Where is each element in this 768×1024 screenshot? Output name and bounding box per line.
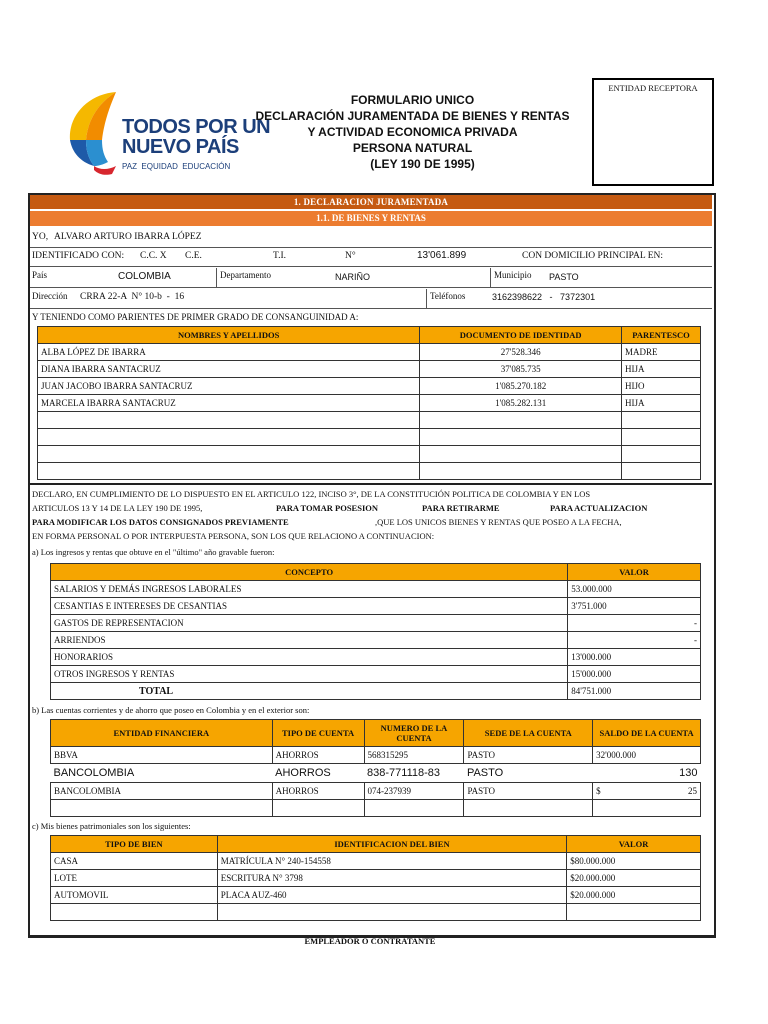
valor-cell: 13'000.000	[568, 649, 701, 666]
col-saldo: SALDO DE LA CUENTA	[593, 720, 701, 747]
pariente-documento	[420, 463, 622, 480]
table-row	[38, 446, 701, 463]
identificado-label: IDENTIFICADO CON:	[32, 251, 125, 261]
declaro-line2: ARTICULOS 13 Y 14 DE LA LEY 190 DE 1995,	[32, 503, 203, 513]
pariente-documento	[420, 446, 622, 463]
col-entidad: ENTIDAD FINANCIERA	[51, 720, 273, 747]
tipo-bien-cell: AUTOMOVIL	[51, 887, 218, 904]
cc-label: C.C. X	[140, 251, 167, 261]
table-row	[51, 764, 701, 783]
table-row	[51, 666, 701, 683]
col-identificacion-bien: IDENTIFICACION DEL BIEN	[217, 836, 566, 853]
parientes-intro: Y TENIENDO COMO PARIENTES DE PRIMER GRADO DE CONSANGUINIDAD A:	[32, 312, 359, 322]
title-line-2: DECLARACIÓN JURAMENTADA DE BIENES Y RENTAS	[255, 109, 570, 123]
entidad-receptora-label: ENTIDAD RECEPTORA	[608, 83, 698, 93]
declaro-que-los: ,QUE LOS UNICOS BIENES Y RENTAS QUE POSEO A LA FECHA,	[375, 517, 622, 527]
table-row	[51, 581, 701, 598]
saldo-currency-cell: $	[593, 783, 647, 800]
total-row	[51, 683, 701, 700]
pariente-documento: 1'085.270.182	[420, 378, 622, 395]
pariente-nombre	[38, 463, 420, 480]
identificacion-bien-cell	[217, 904, 566, 921]
pariente-parentesco	[622, 446, 701, 463]
pariente-parentesco	[622, 429, 701, 446]
id-number: 13'061.899	[417, 250, 467, 261]
valor-bien-cell: $20.000.000	[567, 887, 701, 904]
logo-tagline: PAZ EQUIDAD EDUCACIÓN	[122, 162, 231, 171]
table-row	[51, 598, 701, 615]
ingresos-table	[50, 563, 701, 700]
tipo-bien-cell: CASA	[51, 853, 218, 870]
logo-line2: NUEVO PAÍS	[122, 136, 239, 158]
departamento-value: NARIÑO	[335, 272, 371, 282]
saldo-cell: 25	[647, 783, 701, 800]
tipo-cell: AHORROS	[272, 783, 364, 800]
title-line-3: Y ACTIVIDAD ECONOMICA PRIVADA	[307, 125, 518, 139]
table-row	[51, 853, 701, 870]
table-row	[38, 361, 701, 378]
concepto-cell: SALARIOS Y DEMÁS INGRESOS LABORALES	[51, 581, 568, 598]
total-label: TOTAL	[51, 683, 568, 700]
col-parentesco: PARENTESCO	[622, 327, 701, 344]
sede-cell: PASTO	[464, 783, 593, 800]
valor-bien-cell: $80.000.000	[567, 853, 701, 870]
bienes-table	[50, 835, 701, 921]
saldo-cell: 130	[679, 766, 698, 779]
title-line-4: PERSONA NATURAL	[352, 141, 473, 155]
numero-cell: 074-237939	[364, 783, 464, 800]
tipo-bien-cell	[51, 904, 218, 921]
pariente-nombre: ALBA LÓPEZ DE IBARRA	[38, 344, 420, 361]
ce-label: C.E.	[185, 251, 202, 261]
pariente-parentesco: HIJO	[622, 378, 701, 395]
sede-cell: PASTO	[464, 747, 593, 764]
cuentas-table	[50, 719, 701, 817]
option-modificar: PARA MODIFICAR LOS DATOS CONSIGNADOS PREVIAMENTE	[32, 517, 289, 527]
entidad-cell: BBVA	[51, 747, 273, 764]
identificacion-bien-cell: ESCRITURA N° 3798	[217, 870, 566, 887]
yo-label: YO,	[32, 232, 49, 242]
table-row	[38, 429, 701, 446]
concepto-cell: CESANTIAS E INTERESES DE CESANTIAS	[51, 598, 568, 615]
logo	[60, 88, 271, 178]
col-nombres: NOMBRES Y APELLIDOS	[38, 327, 420, 344]
saldo-cell: 32'000.000	[593, 747, 701, 764]
pariente-documento	[420, 412, 622, 429]
entidad-receptora-box	[592, 78, 714, 186]
pariente-nombre	[38, 446, 420, 463]
valor-cell: 53.000.000	[568, 581, 701, 598]
telefonos-label: Teléfonos	[430, 291, 466, 301]
valor-cell: -	[568, 632, 701, 649]
table-row	[51, 800, 701, 817]
table-row	[51, 870, 701, 887]
valor-cell: 15'000.000	[568, 666, 701, 683]
pariente-nombre	[38, 429, 420, 446]
municipio-value: PASTO	[549, 272, 579, 282]
saldo-cell	[593, 800, 701, 817]
title-line-5: (LEY 190 DE 1995)	[370, 157, 475, 171]
entidad-cell: BANCOLOMBIA	[53, 766, 135, 779]
pariente-documento: 1'085.282.131	[420, 395, 622, 412]
numero-cell	[364, 800, 464, 817]
saldo-currency-cell	[593, 764, 647, 783]
id-row	[30, 248, 712, 267]
bienes-intro: c) Mis bienes patrimoniales son los siguientes:	[32, 821, 191, 831]
name-row	[30, 230, 712, 248]
identificacion-bien-cell: MATRÍCULA N° 240-154558	[217, 853, 566, 870]
pais-value: COLOMBIA	[118, 271, 171, 282]
declaro-paragraph	[30, 488, 712, 544]
tipo-cell: AHORROS	[275, 766, 331, 779]
valor-cell: 3'751.000	[568, 598, 701, 615]
declarant-name: ALVARO ARTURO IBARRA LÓPEZ	[54, 232, 202, 242]
table-row	[51, 783, 701, 800]
option-actualizacion: PARA ACTUALIZACION	[550, 503, 648, 513]
entidad-cell	[51, 800, 273, 817]
table-row	[38, 344, 701, 361]
section-divider	[30, 483, 712, 485]
col-tipo-cuenta: TIPO DE CUENTA	[272, 720, 364, 747]
pariente-parentesco: MADRE	[622, 344, 701, 361]
tipo-cell	[272, 800, 364, 817]
col-numero-cuenta: NUMERO DE LA CUENTA	[364, 720, 464, 747]
table-row	[51, 649, 701, 666]
pariente-documento: 27'528.346	[420, 344, 622, 361]
direccion-value: CRRA 22-A N° 10-b - 16	[80, 292, 185, 302]
numero-cell: 838-771118-83	[367, 766, 441, 779]
title-line-1: FORMULARIO UNICO	[350, 93, 475, 107]
address-row	[30, 289, 712, 309]
ingresos-intro: a) Los ingresos y rentas que obtuve en el "último" año gravable fueron:	[32, 547, 275, 557]
pariente-nombre	[38, 412, 420, 429]
identificacion-bien-cell: PLACA AUZ-460	[217, 887, 566, 904]
table-row	[51, 632, 701, 649]
no-label: N°	[345, 251, 356, 261]
logo-line1: TODOS POR UN	[122, 116, 271, 138]
concepto-cell: OTROS INGRESOS Y RENTAS	[51, 666, 568, 683]
concepto-cell: GASTOS DE REPRESENTACION	[51, 615, 568, 632]
direccion-label: Dirección	[32, 291, 68, 301]
municipio-label: Municipio	[494, 270, 532, 280]
col-sede-cuenta: SEDE DE LA CUENTA	[464, 720, 593, 747]
declaro-line1: DECLARO, EN CUMPLIMIENTO DE LO DISPUESTO EN EL ARTICULO 122, INCISO 3°, DE LA CONSTITUCIÓN POLITICA DE COLOMBIA Y EN LOS	[32, 489, 591, 499]
tipo-bien-cell: LOTE	[51, 870, 218, 887]
declaro-line4: EN FORMA PERSONAL O POR INTERPUESTA PERSONA, SON LOS QUE RELACIONO A CONTINUACION:	[32, 531, 435, 541]
pariente-parentesco: HIJA	[622, 361, 701, 378]
col-tipo-bien: TIPO DE BIEN	[51, 836, 218, 853]
form-title	[250, 92, 575, 172]
table-row	[51, 747, 701, 764]
location-row	[30, 268, 712, 288]
pariente-nombre: MARCELA IBARRA SANTACRUZ	[38, 395, 420, 412]
sede-cell: PASTO	[466, 766, 504, 779]
valor-cell: -	[568, 615, 701, 632]
col-valor-bien: VALOR	[567, 836, 701, 853]
pariente-documento: 37'085.735	[420, 361, 622, 378]
table-row	[51, 887, 701, 904]
parientes-table	[37, 326, 701, 480]
pariente-parentesco	[622, 463, 701, 480]
col-documento: DOCUMENTO DE IDENTIDAD	[420, 327, 622, 344]
ti-label: T.I.	[273, 251, 287, 261]
valor-bien-cell: $20.000.000	[567, 870, 701, 887]
pariente-documento	[420, 429, 622, 446]
section-1-subtitle: 1.1. DE BIENES Y RENTAS	[30, 211, 712, 226]
telefonos-value: 3162398622 - 7372301	[492, 292, 596, 302]
domicilio-label: CON DOMICILIO PRINCIPAL EN:	[522, 251, 664, 261]
table-row	[51, 615, 701, 632]
cuentas-intro: b) Las cuentas corrientes y de ahorro que poseo en Colombia y en el exterior son:	[32, 705, 310, 715]
col-valor: VALOR	[568, 564, 701, 581]
empleador-label: EMPLEADOR O CONTRATANTE	[304, 936, 436, 946]
pariente-nombre: JUAN JACOBO IBARRA SANTACRUZ	[38, 378, 420, 395]
section-1-title: 1. DECLARACION JURAMENTADA	[30, 195, 712, 209]
tipo-cell: AHORROS	[272, 747, 364, 764]
valor-bien-cell	[567, 904, 701, 921]
total-value: 84'751.000	[568, 683, 701, 700]
table-row	[38, 463, 701, 480]
table-row	[38, 378, 701, 395]
pariente-nombre: DIANA IBARRA SANTACRUZ	[38, 361, 420, 378]
sede-cell	[464, 800, 593, 817]
pariente-parentesco: HIJA	[622, 395, 701, 412]
pais-label: País	[32, 270, 48, 280]
pariente-parentesco	[622, 412, 701, 429]
option-posesion: PARA TOMAR POSESION	[276, 503, 379, 513]
table-row	[51, 904, 701, 921]
col-concepto: CONCEPTO	[51, 564, 568, 581]
option-retirarme: PARA RETIRARME	[422, 503, 500, 513]
entidad-cell: BANCOLOMBIA	[51, 783, 273, 800]
concepto-cell: HONORARIOS	[51, 649, 568, 666]
table-row	[38, 395, 701, 412]
colombia-logo-icon	[60, 88, 122, 178]
departamento-label: Departamento	[220, 270, 271, 280]
numero-cell: 568315295	[364, 747, 464, 764]
concepto-cell: ARRIENDOS	[51, 632, 568, 649]
table-row	[38, 412, 701, 429]
